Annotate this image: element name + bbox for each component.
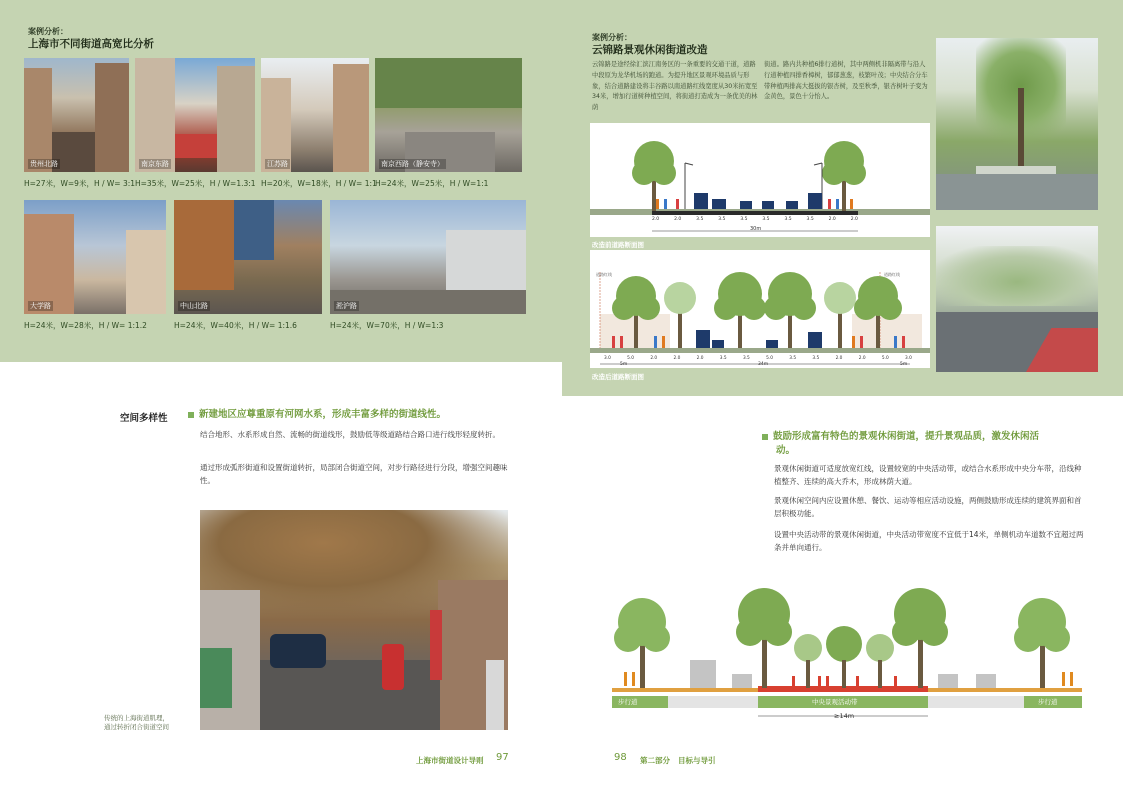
after-section-diagram	[590, 250, 930, 368]
yunjin-road-photo-trees	[936, 38, 1098, 210]
street-photo-jiangsu	[261, 58, 369, 172]
before-dim: 3.5	[740, 217, 748, 222]
before-dim: 2.0	[674, 217, 682, 222]
ratio-zhongshan: H=24米，W=40米，H / W= 1:1.6	[174, 321, 297, 330]
after-side-left: 5m	[620, 362, 628, 367]
after-dim: 3.0	[604, 356, 611, 361]
after-dim: 3.5	[742, 356, 750, 361]
ratio-guizhou: H=27米，W=9米，H / W= 3:1	[24, 179, 136, 188]
after-dim-labels	[604, 356, 912, 361]
before-dim: 3.5	[696, 217, 704, 222]
photo-label: 贵州北路	[30, 160, 58, 168]
page-number-97: 97	[496, 752, 509, 763]
photo-label: 江苏路	[267, 160, 288, 168]
diagram-left-walkway: 步行道	[618, 698, 638, 706]
photo-label: 淞沪路	[336, 302, 357, 310]
after-dim: 2.0	[858, 356, 866, 361]
page97-para1: 结合地形、水系形成自然、流畅的街道线形，鼓励低等级道路结合路口进行线形轻度转折。	[200, 430, 500, 439]
ratio-nanjing-east: H=35米，W=25米，H / W=1.3:1	[135, 179, 256, 188]
page98-para1: 景观休闲街道可适度放宽红线，设置较宽的中央活动带，或结合水系形成中央分车带，沿线种植整齐、连续的高大乔木，形成林荫大道。	[774, 464, 1082, 486]
after-dim: 3.5	[812, 356, 820, 361]
right-case-title: 云锦路景观休闲街道改造	[592, 44, 708, 56]
diagram-center-band: 中央景观活动带	[812, 698, 858, 706]
photo-label: 南京西路（静安寺）	[381, 160, 444, 168]
photo-label: 中山北路	[180, 302, 208, 310]
page98-para2: 景观休闲空间内应设置休憩、餐饮、运动等相应活动设施，两侧鼓励形成连续的建筑界面和首层积极功能。	[774, 496, 1082, 518]
before-dim: 2.0	[652, 217, 660, 222]
footer-book-title: 上海市街道设计导则	[416, 756, 484, 765]
page97-heading	[188, 408, 518, 422]
street-photo-daxue	[24, 200, 166, 314]
photo-label: 南京东路	[141, 160, 169, 168]
page98-para3: 设置中央活动带的景观休闲街道，中央活动带宽度不宜低于14米，单侧机动车道数不宜超过两条并单向通行。	[774, 530, 1084, 552]
after-dim: 2.0	[835, 356, 843, 361]
before-dim-labels	[652, 217, 858, 222]
diagram-right-walkway: 步行道	[1038, 698, 1058, 706]
after-dim: 3.5	[789, 356, 797, 361]
after-dim: 3.5	[719, 356, 727, 361]
after-dim: 2.0	[650, 356, 658, 361]
ratio-nanjing-west: H=24米，W=25米，H / W=1:1	[375, 179, 489, 188]
right-case-text-col1: 云锦路是途经徐汇滨江南务区的一条重要的交通干道，道路中段原为龙华机场的跑道。为提升地区景观环境品质与形象，结合道路建设将丰谷路以南道路红线宽度从30米拓宽至34米，增加行道树种植空间，将街道打造成为一条优美的林荫	[592, 61, 758, 112]
after-dim: 3.0	[905, 356, 912, 361]
before-section-diagram	[590, 123, 930, 237]
bullet-square-icon	[188, 412, 194, 418]
red-line-left: 道路红线	[596, 272, 612, 277]
section-label-diversity: 空间多样性	[120, 413, 168, 424]
photo-caption	[104, 714, 200, 732]
after-section-svg	[590, 250, 930, 368]
left-case-title: 上海市不同街道高宽比分析	[28, 38, 154, 50]
ratio-songhu: H=24米，W=70米，H / W=1:3	[330, 321, 444, 330]
footer-part: 第二部分	[640, 756, 670, 765]
diagram-min-width: ≥14m	[834, 712, 855, 720]
before-dim: 3.5	[784, 217, 792, 222]
after-dim: 5.0	[766, 356, 773, 361]
before-total-width: 30m	[750, 226, 762, 232]
right-case-text-col2: 街道。路内共种植6排行道树，其中两侧机非隔离带与沿人行道种植四排香樟树，郁郁葱葱，枝繁叶茂；中央结合分车带种植两排高大挺拔的银杏树，及至秋季，银杏树叶子变为金黄色，景色十分怡人。	[764, 61, 928, 101]
after-dim: 5.0	[881, 356, 889, 361]
before-dim: 2.0	[850, 217, 858, 222]
street-photo-nanjing-east	[135, 58, 255, 172]
after-dim: 2.0	[673, 356, 681, 361]
yunjin-road-photo-lanes	[936, 226, 1098, 372]
photo-caption-line1: 传统的上海街道肌理，	[104, 714, 169, 722]
traditional-street-photo	[200, 510, 508, 730]
after-section-caption: 改造后道路断面图	[592, 373, 644, 381]
bullet-square-icon	[762, 434, 768, 440]
after-side-right: 5m	[900, 362, 908, 367]
street-photo-nanjing-west	[375, 58, 522, 172]
before-section-caption: 改造前道路断面图	[592, 241, 644, 249]
page98-heading-line2: 动。	[776, 445, 796, 456]
left-case-label: 案例分析：	[28, 27, 68, 36]
photo-label: 大学路	[30, 302, 51, 310]
footer-section-title: 目标与导引	[678, 756, 716, 765]
photo-caption-line2: 通过转折闭合街道空间	[104, 723, 169, 731]
page97-heading-text: 新建地区应尊重原有河网水系，形成丰富多样的街道线性。	[199, 409, 447, 420]
ratio-jiangsu: H=20米，W=18米，H / W= 1:1	[261, 179, 377, 188]
ratio-daxue: H=24米，W=28米，H / W= 1:1.2	[24, 321, 147, 330]
before-dim: 2.0	[828, 217, 836, 222]
right-case-label: 案例分析：	[592, 33, 632, 42]
red-line-right: 道路红线	[884, 272, 900, 277]
street-photo-songhu	[330, 200, 526, 314]
page-number-98: 98	[614, 752, 627, 763]
street-photo-zhongshan	[174, 200, 322, 314]
after-dim: 5.0	[627, 356, 634, 361]
before-dim: 3.5	[718, 217, 726, 222]
page98-heading	[762, 430, 1092, 458]
after-dim: 2.0	[696, 356, 704, 361]
after-total-width: 34m	[758, 362, 769, 367]
street-photo-guizhou	[24, 58, 129, 172]
page98-heading-line1: 鼓励形成富有特色的景观休闲街道，提升景观品质，激发休闲活	[773, 431, 1040, 442]
before-dim: 3.5	[762, 217, 770, 222]
page97-para2: 通过形成弧形街道和设置街道转折，局部闭合街道空间，对步行路径进行分段，增强空间趣味性。	[200, 463, 508, 485]
central-activity-band-diagram	[612, 578, 1082, 726]
before-dim: 3.5	[806, 217, 814, 222]
